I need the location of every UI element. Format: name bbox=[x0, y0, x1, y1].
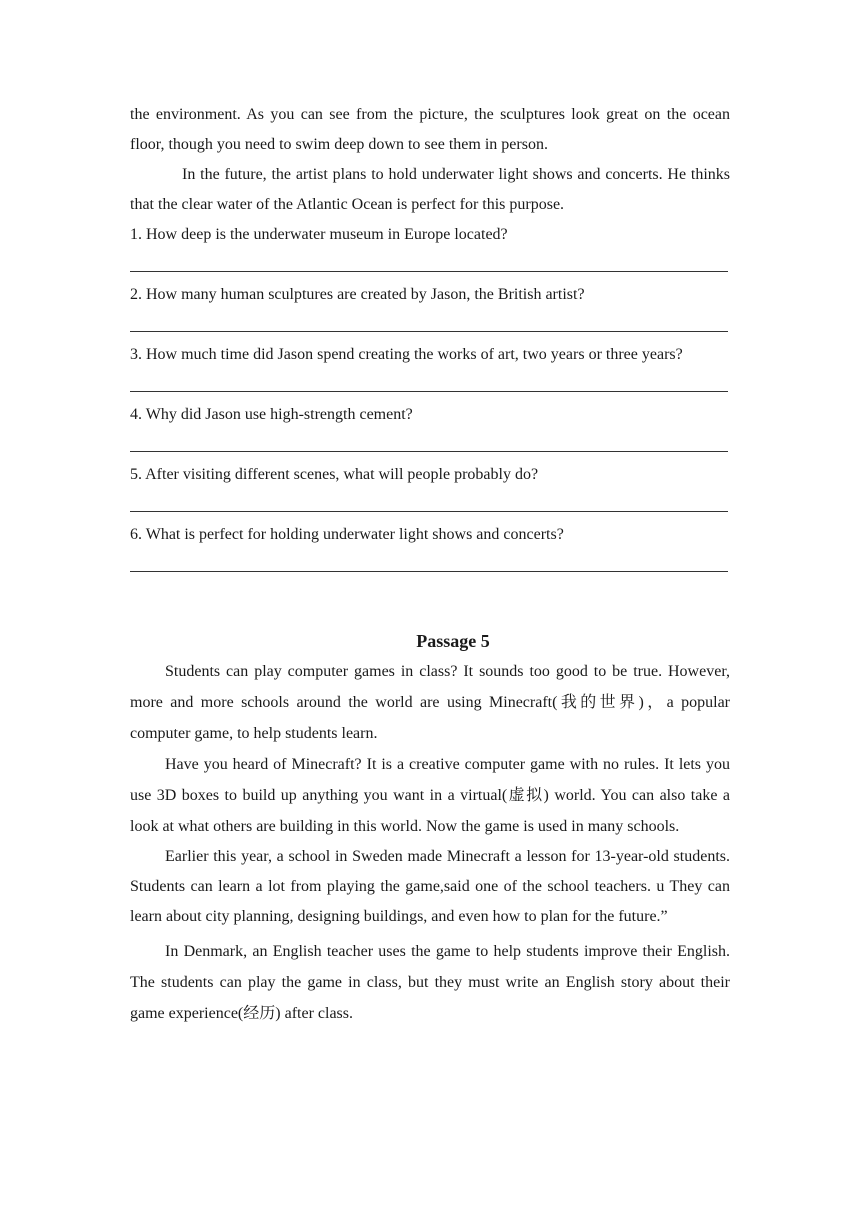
question-2 bbox=[130, 280, 730, 340]
question-text: 6. What is perfect for holding underwater light shows and concerts? bbox=[130, 526, 564, 543]
passage4-paragraph-future: In the future, the artist plans to hold underwater light shows and concerts. He thinks that the clear water of the Atlantic Ocean is perfect for this purpose. bbox=[130, 166, 730, 213]
question-4 bbox=[130, 400, 730, 460]
document-page bbox=[130, 100, 730, 1029]
question-text: 4. Why did Jason use high-strength cement? bbox=[130, 406, 413, 423]
question-text: 5. After visiting different scenes, what will people probably do? bbox=[130, 466, 539, 483]
question-1 bbox=[130, 220, 730, 280]
question-text: 2. How many human sculptures are created by Jason, the British artist? bbox=[130, 286, 585, 303]
question-3 bbox=[130, 340, 730, 400]
passage4-paragraph-end: the environment. As you can see from the picture, the sculptures look great on the ocean floor, though you need to swim deep down to see them in person. bbox=[130, 106, 730, 153]
answer-line[interactable] bbox=[130, 490, 730, 520]
passage5-paragraph-2: Have you heard of Minecraft? It is a creative computer game with no rules. It lets you use 3D boxes to build up anything you want in a virtual(虚拟) world. You can also take a look at what others are building in this world. Now the game is used in many schools. bbox=[130, 756, 730, 835]
answer-line[interactable] bbox=[130, 430, 730, 460]
question-6 bbox=[130, 520, 730, 580]
passage5-paragraph-1: Students can play computer games in class? It sounds too good to be true. However, more and more schools around the world are using Minecraft(我的世界)，a popular computer game, to help students learn. bbox=[130, 663, 730, 742]
answer-line[interactable] bbox=[130, 310, 730, 340]
answer-line[interactable] bbox=[130, 370, 730, 400]
answer-line[interactable] bbox=[130, 250, 730, 280]
passage5-paragraph-4: In Denmark, an English teacher uses the game to help students improve their English. The students can play the game in class, but they must write an English story about their game experience(经历) after class. bbox=[130, 943, 730, 1022]
passage-title: Passage 5 bbox=[416, 631, 490, 651]
question-text: 3. How much time did Jason spend creating the works of art, two years or three years? bbox=[130, 346, 683, 363]
passage5-paragraph-3: Earlier this year, a school in Sweden made Minecraft a lesson for 13-year-old students. Students can learn a lot from playing the game,said one of the school teachers. u They can learn about city planning, designing buildings, and even how to plan for the future.” bbox=[130, 848, 730, 925]
question-5 bbox=[130, 460, 730, 520]
answer-line[interactable] bbox=[130, 550, 730, 580]
question-text: 1. How deep is the underwater museum in Europe located? bbox=[130, 226, 508, 243]
